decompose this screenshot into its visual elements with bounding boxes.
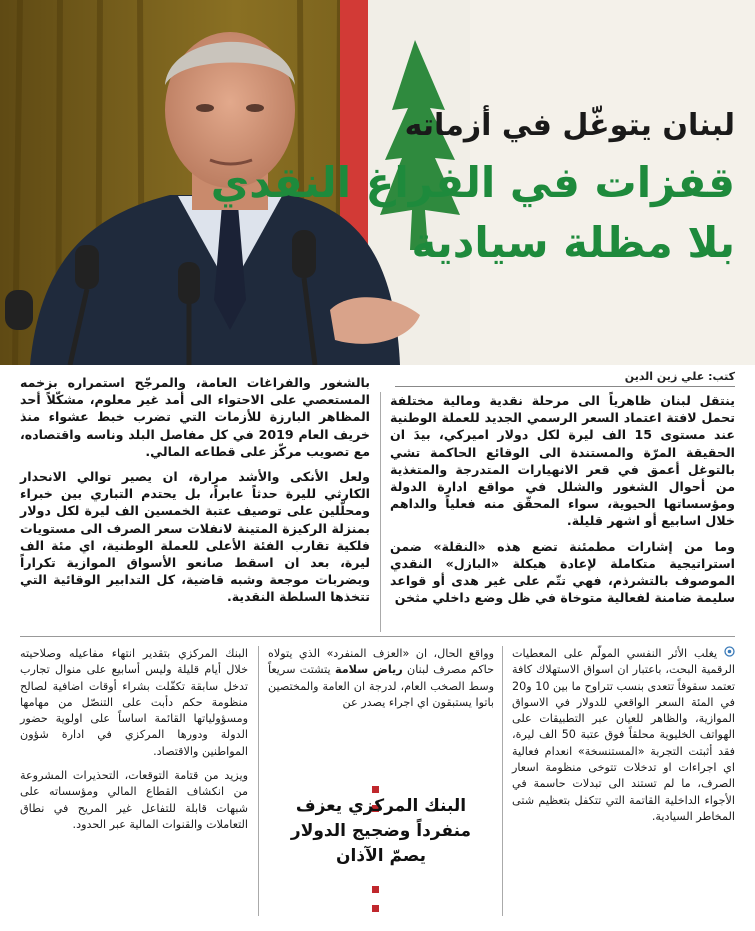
paragraph: ينتقل لبنان ظاهرياً الى مرحلة نقدية ومالية مختلفة تحمل لافتة اعتماد السعر الرسمي الجديد للعملة الوطنية عند مستوى 15 الف ليرة لكل دولار اميركي، بيدَ ان الحقيقة المرّة والمستندة الى الوقائع الحاكمة تشي بالتوغل أعمق في قعر الانهيارات المتدرجة والمتغذية من أحوال الشغور والشلل في مواقع ادارة الدولة ومؤسساتها الحيوية، سواء المحقّق منه فعلياً والداهم خلال اسابيع أو اشهر قليلة. [390, 393, 736, 529]
left-column [20, 374, 370, 614]
paragraph: وما من إشارات مطمئنة تضع هذه «النقلة» ضمن استراتيجية متكاملة لإعادة هيكلة «البازل» النقدي الموصوف بالتشرذم، فهي تتّم على غير هدى أو قواعد سليمة ضامنة لفعالية متوخاة في ظل وضع داخلي مثخن [390, 538, 735, 606]
paragraph: ولعل الأنكى والأشد مرارة، ان يصير توالي الانحدار الكارثي لليرة حدثاً عابراً، بل يحتدم التباري بين خبراء ومحلّلين على توصيف عتبة الخمسين الف ليرة لكل دولار بمنزلة الركيزة المتينة لانفلات سعر الصرف الى مستويات فلكية تقارب الفئة الأعلى للعملة الوطنية، اي مئة الف ليرة، بعد ان اسقط صانعو الأسواق الموازية تكراراً وبضربات موجعة وشبه قاضية، كل التدابير الوقائية التي تتخذها السلطة النقدية. [20, 469, 370, 605]
byline: كتب: علي زين الدين [624, 370, 735, 383]
bullet-icon [724, 646, 735, 662]
column-divider [502, 646, 503, 916]
column-divider [380, 392, 381, 632]
paragraph: ويزيد من قتامة التوقعات، التحذيرات المشروعة من انكشاف القطاع المالي ومؤسساته على شبهات قابلة للتفاعل غير المريح في نطاق التعاملات والقنوات المالية عبر الحدود. [20, 769, 248, 831]
pull-quote-line-1: البنك المركزي يعزف [295, 796, 467, 816]
headline-kicker: لبنان يتوغّل في أزماته [404, 108, 735, 143]
person-name: رياض سلامة [334, 663, 403, 677]
paragraph-start: وواقع الحال، ان «العزف المنفرد» الذي يتولاه حاكم مصرف لبنان [268, 647, 494, 677]
pull-quote [268, 794, 494, 869]
paragraph: يغلب الأثر النفسي المولّم على المعطيات الرقمية البحت، باعتبار ان اسواق الاستهلاك كافة تعتمد سقوفاً تتعدى بنسب تتراوح ما بين 10 و20 في المئة السعر الواقعي للدولار في الاسواق الموازية، والظاهر للعيان عبر التطبيقات على الهواتف الخليوية محلقاً فوق عتبة 50 الف ليرة، فقد أثبتت التجربة «المستنسخة» انعدام فعالية اي اجراءات او تدخلات تتوخى منظومة اسعار الصرف، ما لم تستند الى تبدلات حاسمة في الأجواء الداخلية القاتمة التي تتكفل بتعظيم شتى المخاطر السيادية. [512, 647, 736, 823]
right-column [390, 392, 735, 614]
pull-quote-line-3: يصمّ الآذان [336, 846, 426, 866]
ornament-top [372, 778, 390, 786]
ornament-bottom [372, 878, 390, 886]
paragraph: بالشغور والفراغات العامة، والمرجّح استمراره بزخمه المستعصي على الاحتواء الى أمد غير معلوم، مشكّلاً أحد المظاهر البارزة للأزمات التي تضرب خبط عشواء منذ خريف العام 2019 في كل مفاصل البلد وناسه واقتصاده، مع تصويب مركّز على قطاعه المالي. [20, 375, 370, 459]
column-divider [258, 646, 259, 916]
bottom-left-column [20, 646, 248, 841]
bottom-right-column [512, 646, 735, 833]
pull-quote-line-2: منفرداً وضجيج الدولار [290, 821, 472, 841]
bottom-middle-column [268, 646, 494, 719]
section-divider [20, 636, 735, 637]
paragraph-end: يتشتت سريعاً وسط الصخب العام، لدرجة ان العامة والمختصين باتوا يستبقون اي اجراء يصدر عن [268, 663, 494, 709]
headline-line-1: قفزات في الفراغ النقدي [210, 158, 735, 207]
hero-section [0, 0, 755, 365]
headline-line-2: بلا مظلة سيادية [411, 218, 735, 267]
paragraph: البنك المركزي بتقدير انتهاء مفاعيله وصلاحيته خلال أيام قليلة وليس أسابيع على منوال تجارب تدخل سابقة تكفّلت بشراء أوقات اضافية لصالح منظومة حكم دأبت على التنصّل من مهامها ومسؤولياتها القائمة اساساً على اولوية حضور الدولة ودورها المركزي في ادارة شؤون المواطنين والاقتصاد. [20, 647, 248, 758]
byline-rule [395, 386, 735, 387]
